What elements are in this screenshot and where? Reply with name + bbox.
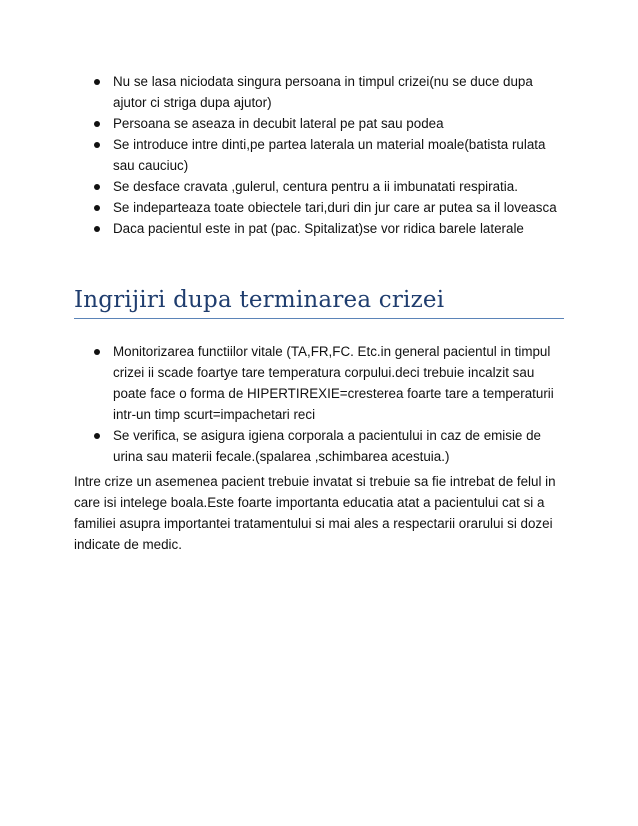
body-paragraph: Intre crize un asemenea pacient trebuie invatat si trebuie sa fie intrebat de felul in care isi intelege boala.Este foarte importanta educatia atat a pacientului cat si a familiei asupra importantei tratamentului si mai ales a respectarii orarului si dozei indicate de medic. bbox=[74, 474, 556, 552]
list-item-text: Daca pacientul este in pat (pac. Spitalizat)se vor ridica barele laterale bbox=[113, 221, 524, 236]
list-item bbox=[96, 341, 566, 425]
list-item bbox=[96, 425, 566, 467]
crisis-care-list bbox=[96, 71, 566, 239]
list-item-text: Persoana se aseaza in decubit lateral pe pat sau podea bbox=[113, 116, 444, 131]
list-item bbox=[96, 134, 566, 176]
list-item bbox=[96, 197, 566, 218]
bullet-icon bbox=[94, 349, 100, 355]
bullet-icon bbox=[94, 184, 100, 190]
list-item bbox=[96, 218, 566, 239]
list-item-text: Se verifica, se asigura igiena corporala a pacientului in caz de emisie de urina sau materii fecale.(spalarea ,schimbarea acestuia.) bbox=[113, 428, 541, 464]
list-item-text: Nu se lasa niciodata singura persoana in timpul crizei(nu se duce dupa ajutor ci striga dupa ajutor) bbox=[113, 74, 533, 110]
bullet-icon bbox=[94, 142, 100, 148]
list-item-text: Se desface cravata ,gulerul, centura pentru a ii imbunatati respiratia. bbox=[113, 179, 518, 194]
bullet-icon bbox=[94, 121, 100, 127]
bullet-icon bbox=[94, 205, 100, 211]
list-item-text: Se introduce intre dinti,pe partea laterala un material moale(batista rulata sau cauciuc) bbox=[113, 137, 546, 173]
bullet-icon bbox=[94, 226, 100, 232]
bullet-icon bbox=[94, 433, 100, 439]
post-crisis-care-list bbox=[96, 341, 566, 467]
list-item bbox=[96, 71, 566, 113]
list-item bbox=[96, 176, 566, 197]
bullet-icon bbox=[94, 79, 100, 85]
list-item bbox=[96, 113, 566, 134]
section-heading: Ingrijiri dupa terminarea crizei bbox=[74, 284, 564, 319]
list-item-text: Se indeparteaza toate obiectele tari,duri din jur care ar putea sa il loveasca bbox=[113, 200, 557, 215]
list-item-text: Monitorizarea functiilor vitale (TA,FR,FC. Etc.in general pacientul in timpul crizei ii scade foartye tare temperatura corpului.deci trebuie incalzit sau poate face o forma de HIPERTIREXIE=cresterea foarte tare a temperaturii intr-un timp scurt=impachetari reci bbox=[113, 344, 554, 422]
